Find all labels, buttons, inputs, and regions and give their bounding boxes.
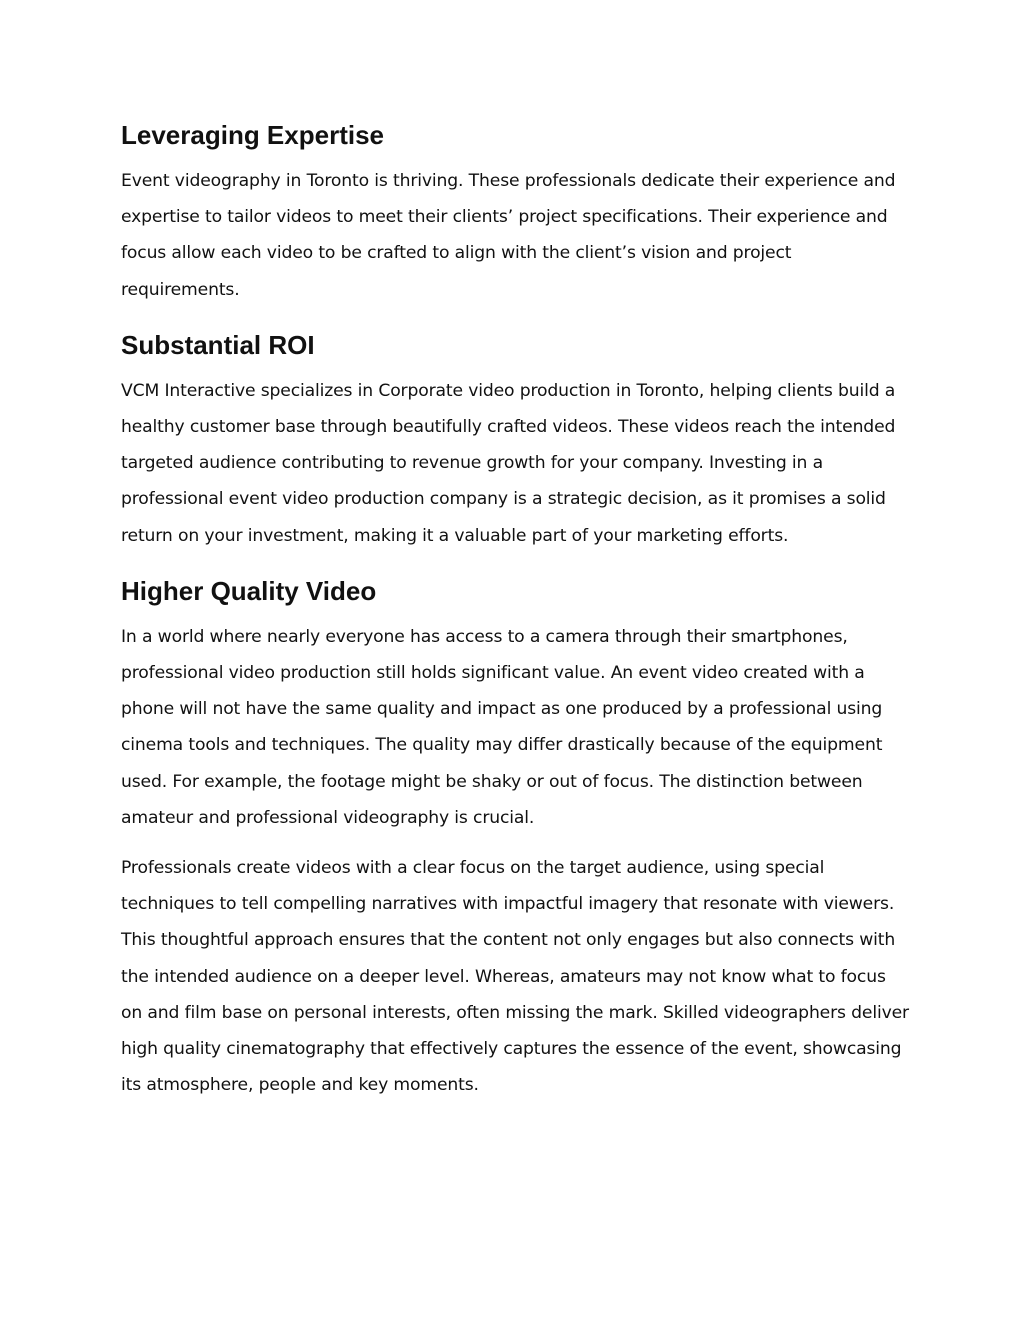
- section-heading: Higher Quality Video: [121, 575, 377, 606]
- section-paragraph: VCM Interactive specializes in Corporate video production in Toronto, helping clients build a healthy customer base through beautifully crafted videos. These videos reach the intended targeted audience contributing to revenue growth for your company. Investing in a professional event video production company is a strategic decision, as it promises a solid return on your investment, making it a valuable part of your marketing efforts.: [121, 380, 896, 546]
- section-higher-quality-video: [121, 571, 911, 1104]
- section-leveraging-expertise: [121, 115, 911, 308]
- document-page: [121, 115, 911, 1117]
- section-substantial-roi: [121, 325, 911, 554]
- section-heading: Leveraging Expertise: [121, 120, 384, 150]
- section-paragraph: Event videography in Toronto is thriving. These professionals dedicate their experience and expertise to tailor videos to meet their clients’ project specifications. Their experience and focus allow each video to be crafted to align with the client’s vision and project requirements.: [121, 171, 896, 300]
- section-paragraph: In a world where nearly everyone has access to a camera through their smartphones, professional video production still holds significant value. An event video created with a phone will not have the same quality and impact as one produced by a professional using cinema tools and techniques. The quality may differ drastically because of the equipment used. For example, the footage might be shaky or out of focus. The distinction between amateur and professional videography is crucial.: [121, 626, 883, 828]
- section-paragraph: Professionals create videos with a clear focus on the target audience, using special techniques to tell compelling narratives with impactful imagery that resonate with viewers. This thoughtful approach ensures that the content not only engages but also connects with the intended audience on a deeper level. Whereas, amateurs may not know what to focus on and film base on personal interests, often missing the mark. Skilled videographers deliver high quality cinematography that effectively captures the essence of the event, showcasing its atmosphere, people and key moments.: [121, 858, 909, 1096]
- section-heading: Substantial ROI: [121, 329, 315, 360]
